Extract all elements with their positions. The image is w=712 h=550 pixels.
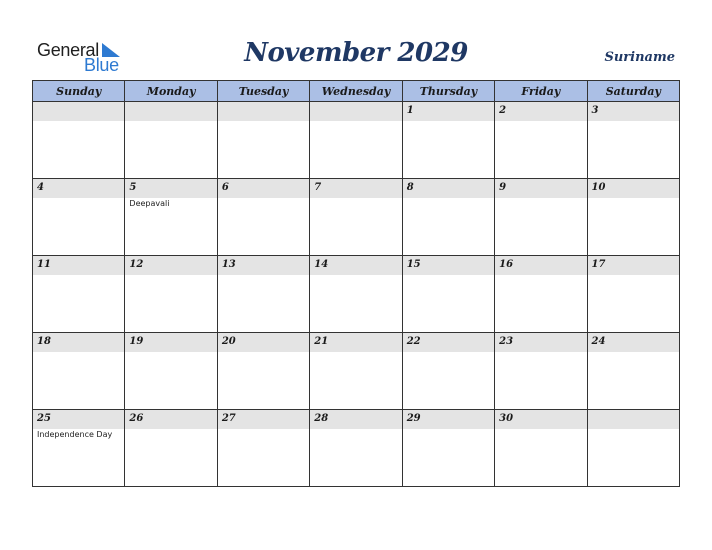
day-number: 5: [129, 182, 137, 193]
day-number-band: [218, 102, 309, 121]
day-number: 13: [221, 259, 236, 270]
day-number: 14: [314, 259, 329, 270]
weekday-header-row: [33, 81, 680, 102]
day-cell: [495, 102, 587, 179]
day-number-band: [588, 102, 679, 121]
day-cell: [310, 333, 402, 410]
day-cell: [587, 256, 679, 333]
day-number: 4: [37, 182, 44, 193]
day-cell: [310, 102, 402, 179]
day-cell: [587, 179, 679, 256]
day-cell: [125, 256, 217, 333]
day-number-band: [218, 179, 309, 198]
day-cell: [125, 179, 217, 256]
day-cell: [310, 179, 402, 256]
week-row: [33, 410, 680, 487]
weekday-header: Sunday: [33, 81, 125, 102]
day-number: 20: [221, 336, 236, 347]
day-cell: [402, 179, 494, 256]
week-row: [33, 179, 680, 256]
day-cell: [125, 410, 217, 487]
day-number: 8: [406, 182, 414, 193]
day-number: 26: [129, 413, 144, 424]
day-number: 1: [406, 105, 414, 116]
day-cell: [402, 410, 494, 487]
day-number: 28: [314, 413, 329, 424]
weekday-header: Monday: [125, 81, 217, 102]
day-number: 9: [499, 182, 507, 193]
holiday-label: Deepavali: [129, 199, 170, 208]
calendar-title: November 2029: [244, 38, 468, 68]
day-number: 7: [314, 182, 322, 193]
weekday-header: Friday: [495, 81, 587, 102]
week-row: [33, 256, 680, 333]
day-number: 17: [591, 259, 606, 270]
day-cell: [217, 256, 309, 333]
day-number-band: [495, 179, 586, 198]
day-number: 29: [406, 413, 421, 424]
day-cell: [33, 179, 125, 256]
day-cell: [495, 333, 587, 410]
day-cell: [587, 410, 679, 487]
day-number: 6: [221, 182, 229, 193]
day-cell: [125, 102, 217, 179]
day-cell: [217, 179, 309, 256]
weekday-header: Wednesday: [310, 81, 402, 102]
day-number: 11: [37, 259, 51, 270]
day-cell: [402, 256, 494, 333]
day-cell: [495, 256, 587, 333]
day-number: 12: [129, 259, 144, 270]
day-cell: [125, 333, 217, 410]
day-number: 3: [591, 105, 599, 116]
day-cell: [402, 102, 494, 179]
day-number-band: [310, 179, 401, 198]
day-cell: [33, 102, 125, 179]
day-number: 24: [591, 336, 606, 347]
weekday-header: Thursday: [402, 81, 494, 102]
day-number-band: [403, 102, 494, 121]
weekday-header: Tuesday: [217, 81, 309, 102]
day-number: 30: [499, 413, 514, 424]
country-name: Suriname: [604, 50, 675, 65]
day-cell: [587, 102, 679, 179]
holiday-label: Independence Day: [37, 430, 113, 439]
day-number: 21: [314, 336, 329, 347]
day-number: 18: [37, 336, 51, 347]
day-number: 16: [499, 259, 514, 270]
day-number: 10: [591, 182, 606, 193]
calendar-grid: [32, 80, 680, 487]
day-number: 15: [406, 259, 421, 270]
week-row: [33, 333, 680, 410]
day-cell: [217, 333, 309, 410]
day-cell: [217, 102, 309, 179]
day-cell: [495, 410, 587, 487]
weekday-header: Saturday: [587, 81, 679, 102]
day-number: 2: [499, 105, 507, 116]
day-number-band: [495, 102, 586, 121]
day-cell: [33, 333, 125, 410]
day-number-band: [33, 179, 124, 198]
logo-general-text: General: [37, 40, 99, 60]
day-number-band: [33, 102, 124, 121]
day-cell: [33, 410, 125, 487]
day-number-band: [588, 410, 679, 429]
day-number-band: [403, 179, 494, 198]
day-number: 25: [37, 413, 51, 424]
day-cell: [217, 410, 309, 487]
day-cell: [402, 333, 494, 410]
day-cell: [587, 333, 679, 410]
week-row: [33, 102, 680, 179]
day-number-band: [125, 102, 216, 121]
day-cell: [310, 256, 402, 333]
day-cell: [310, 410, 402, 487]
logo-blue-text: Blue: [84, 55, 119, 75]
day-number: 23: [499, 336, 514, 347]
day-number-band: [310, 102, 401, 121]
day-cell: [495, 179, 587, 256]
day-number-band: [125, 179, 216, 198]
day-cell: [33, 256, 125, 333]
day-number: 19: [129, 336, 144, 347]
day-number: 22: [406, 336, 421, 347]
day-number: 27: [221, 413, 236, 424]
